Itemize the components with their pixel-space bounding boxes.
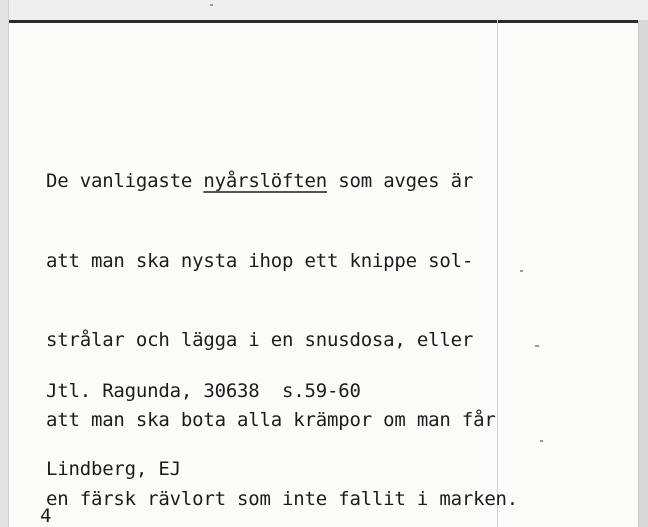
reference-block — [46, 326, 361, 527]
paper-speck — [520, 270, 523, 272]
body-line-1-after: som avges är — [327, 170, 474, 192]
body-line-1-before: De vanligaste — [46, 170, 204, 192]
body-line-2: att man ska nysta ihop ett knippe sol- — [46, 249, 474, 272]
page-number: 4 — [40, 505, 52, 527]
paper-speck — [540, 440, 543, 442]
recorder-line: Lindberg, EJ — [46, 458, 181, 480]
paper-speck — [535, 345, 539, 347]
body-line-5: en färsk rävlort som inte fallit i marken. — [46, 488, 519, 510]
underlined-keyword: nyårslöften — [203, 170, 327, 192]
body-line-1 — [46, 168, 518, 195]
paper-speck — [210, 4, 213, 6]
card-right-edge — [638, 20, 648, 527]
body-line-4: att man ska bota alla krämpor om man får — [46, 408, 496, 431]
body-line-3: strålar och lägga i en snusdosa, eller — [46, 329, 474, 351]
card-top-rule — [0, 20, 648, 23]
card-top-strip — [0, 0, 648, 20]
location-line: Jtl. Ragunda, 30638 s.59-60 — [46, 380, 361, 402]
card-left-edge — [0, 0, 9, 527]
